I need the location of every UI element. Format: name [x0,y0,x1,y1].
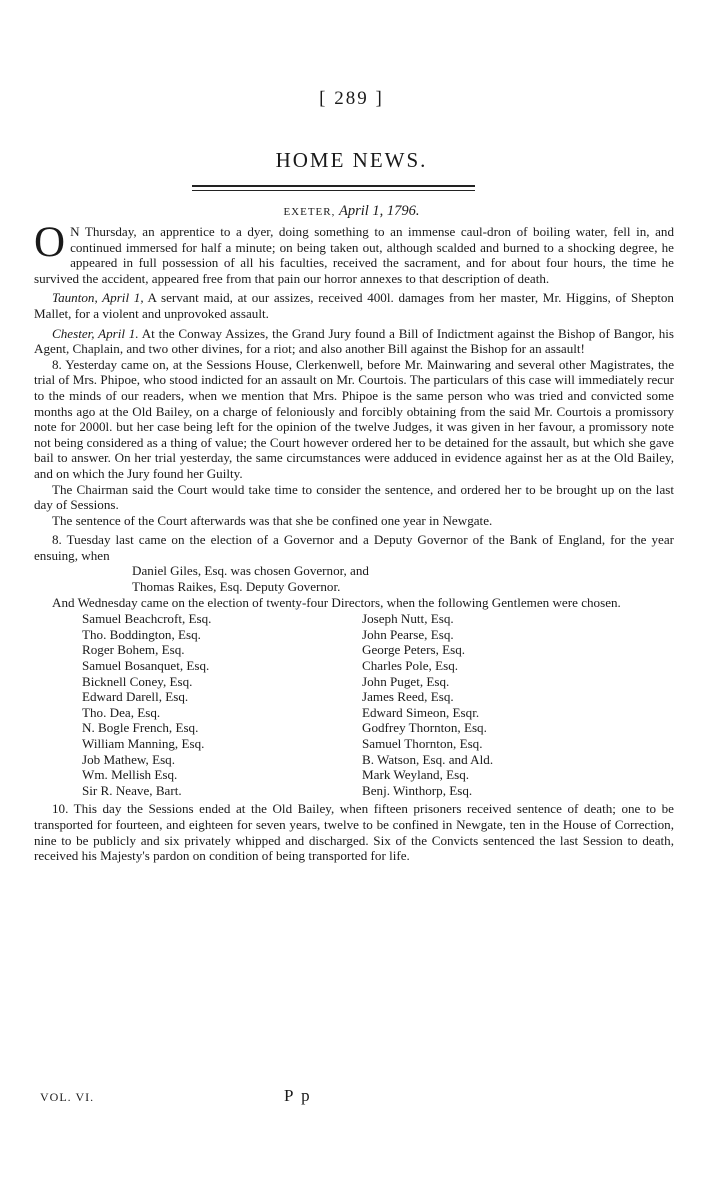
paragraph-exeter-text: N Thursday, an apprentice to a dyer, doing something to an immense caul-dron of boiling water, fell in, and continued immersed for half a minute; on being taken out, although scalded and burned to a shocking degree, he appeared in full possession of all his faculties, received the sacrament, and for about four hours, the time he survived the accident, appeared free from that pain our horror annexes to that description of death. [34,224,674,286]
paragraph-chairman: The Chairman said the Court would take time to consider the sentence, and ordered her to be brought up on the last day of Sessions. [34,481,674,513]
dateline [0,203,703,220]
list-item: Mark Weyland, Esq. [362,767,470,783]
paragraph-taunton-lead: Taunton, April 1, [52,290,144,306]
list-item: Charles Pole, Esq. [362,658,459,674]
list-item: Roger Bohem, Esq. [82,642,185,658]
list-item: Godfrey Thornton, Esq. [362,720,487,736]
heading-rule-thick [192,185,475,187]
list-item: John Puget, Esq. [362,673,450,689]
list-item: Wm. Mellish Esq. [82,767,178,783]
page-heading: HOME NEWS. [275,148,428,172]
governor-line: Daniel Giles, Esq. was chosen Governor, and [132,563,369,579]
paragraph-directors-intro: And Wednesday came on the election of twenty-four Directors, when the following Gentlemen were chosen. [52,594,621,610]
dateline-date: April 1, 1796. [338,203,420,219]
list-item: Samuel Beachcroft, Esq. [82,611,212,627]
list-item: Tho. Boddington, Esq. [82,626,201,642]
drop-cap: O [34,219,66,266]
directors-column-right [362,611,642,798]
volume-label: VOL. VI. [40,1090,95,1104]
list-item: Samuel Bosanquet, Esq. [82,658,210,674]
paragraph-chester [34,326,674,357]
deputy-governor-line: Thomas Raikes, Esq. Deputy Governor. [132,579,341,595]
page-number: [ 289 ] [319,88,384,109]
paragraph-chester-text: At the Conway Assizes, the Grand Jury found a Bill of Indictment against the Bishop of Bangor, his Agent, Chaplain, and two other divines, for a riot; and also another Bill against the Bishop for an assault! [34,325,674,357]
directors-list [34,611,674,798]
heading-rule-thin [192,190,475,191]
paragraph-chester-lead: Chester, April 1. [52,325,139,341]
paragraph-exeter [34,219,674,286]
paragraph-sessions-ended: 10. This day the Sessions ended at the Old Bailey, when fifteen prisoners received sentence of death; one to be transported for fourteen, and eighteen for seven years, twelve to be confined in Newgate, ten in the House of Correction, nine to be publicly and six privately whipped and discharged. Six of the Convicts sentenced the last Session to death, received his Majesty's pardon on condition of being transported for life. [34,801,674,864]
page-footer [34,1086,674,1110]
list-item: Samuel Thornton, Esq. [362,736,483,751]
paragraph-bank-election: 8. Tuesday last came on the election of a Governor and a Deputy Governor of the Bank of England, for the year ensuing, when [34,532,674,563]
signature-mark: P p [284,1086,312,1105]
list-item: George Peters, Esq. [362,642,466,658]
dateline-place: EXETER, [283,206,336,218]
list-item: Benj. Winthorp, Esq. [362,782,473,798]
list-item: Bicknell Coney, Esq. [82,673,193,689]
list-item: Edward Darell, Esq. [82,689,189,705]
list-item: James Reed, Esq. [362,689,454,705]
list-item: N. Bogle French, Esq. [82,720,199,736]
list-item: Sir R. Neave, Bart. [82,782,182,798]
paragraph-sentence: The sentence of the Court afterwards was that she be confined one year in Newgate. [52,512,493,528]
list-item: Joseph Nutt, Esq. [362,611,454,627]
list-item: Edward Simeon, Esqr. [362,704,480,720]
directors-column-left [34,611,362,798]
list-item: William Manning, Esq. [82,736,205,751]
article-body [34,219,674,864]
list-item: Job Mathew, Esq. [82,751,175,767]
paragraph-phipoe-trial: 8. Yesterday came on, at the Sessions House, Clerkenwell, before Mr. Mainwaring and several other Magistrates, the trial of Mrs. Phipoe, who stood indicted for an assault on Mr. Courtois. The particulars of this case will immediately recur to the minds of our readers, when we mention that Mrs. Phipoe is the same person who was tried and convicted some months ago at the Old Bailey, on a charge of feloniously and forcibly obtaining from the said Mr. Courtois a promissory note for 2000l. but her case being left for the opinion of the twelve Judges, it was given in her favour, a promissory note not being considered as a thing of value; the Court however ordered her to be detained for the assault, but which she gave bail to answer. On her trial yesterday, the same circumstances were adduced in evidence against her as at the Old Bailey, and on which the Jury found her Guilty. [34,356,674,481]
list-item: B. Watson, Esq. and Ald. [362,751,494,767]
list-item: John Pearse, Esq. [362,626,454,642]
paragraph-taunton-text: A servant maid, at our assizes, received 400l. damages from her master, Mr. Higgins, of Shepton Mallet, for a violent and unprovoked assault. [34,290,674,321]
list-item: Tho. Dea, Esq. [82,704,161,720]
paragraph-taunton [34,290,674,321]
